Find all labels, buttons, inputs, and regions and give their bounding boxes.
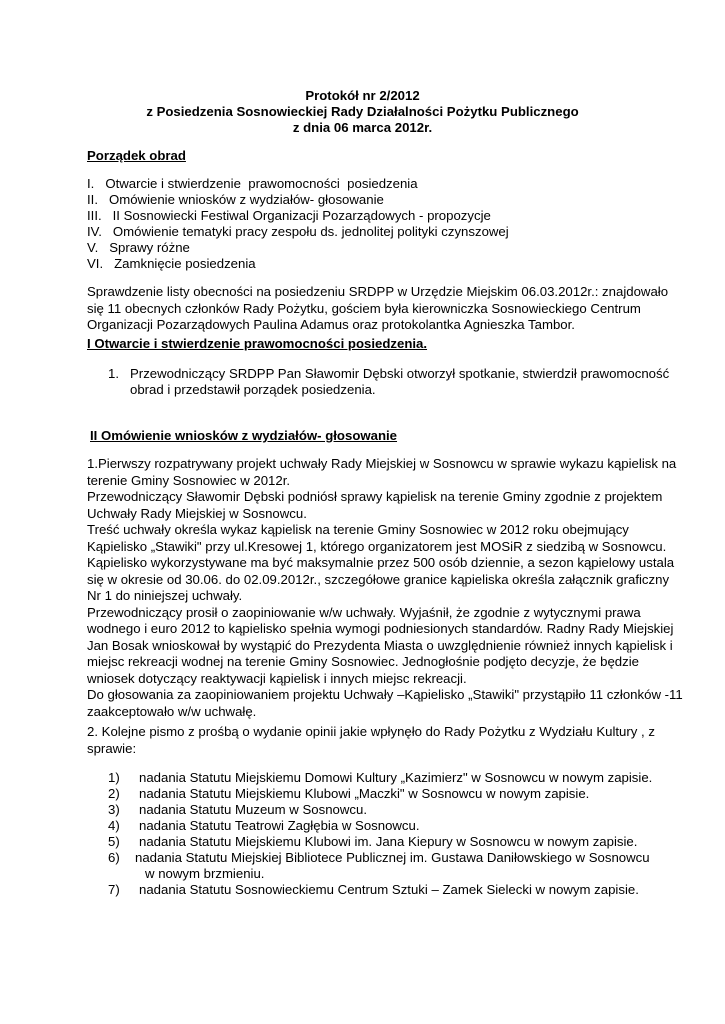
text-line: miejsc rekreacji wodnej na terenie Gminy Sosnowiec. Jednogłośnie podjęto decyzje, że będzie [87,654,639,669]
section1-item-line: Przewodniczący SRDPP Pan Sławomir Dębski otworzył spotkanie, stwierdził prawomocność [130,366,670,381]
text-line: Kąpielisko wykorzystywane ma być maksymalnie przez 500 osób dziennie, a sezon kąpielowy ustala [87,555,675,570]
protocol-subtitle: z Posiedzenia Sosnowieckiej Rady Działalności Pożytku Publicznego [146,104,579,119]
text-line: się 11 obecnych członków Rady Pożytku, gościem była kierowniczka Sosnowieckiego Centrum [87,300,641,316]
list-item-text: nadania Statutu Miejskiemu Klubowi im. Jana Kiepury w Sosnowcu w nowym zapisie. [139,834,638,849]
section1-item-number: 1. [108,366,119,381]
text-line: Kąpielisko „Stawiki" przy ul.Kresowej 1, którego organizatorem jest MOSiR z siedzibą w Sosnowcu. [87,538,667,554]
text-line: sprawie: [87,740,137,756]
list-item-number: 1) [108,770,120,785]
text-line: wniosek dotyczący reaktywacji kąpielisk i innych miejsc rekreacji. [87,670,467,686]
text-line: Przewodniczący Sławomir Dębski podniósł sprawy kąpielisk na terenie Gminy zgodnie z projektem [87,489,663,504]
list-item-text: nadania Statutu Muzeum w Sosnowcu. [139,802,367,817]
section2-paragraph1 [87,456,683,720]
text-line: Przewodniczący prosił o zaopiniowanie w/w uchwały. Wyjaśnił, że zgodnie z wytycznymi prawa [87,604,641,620]
text-line: wodnego i euro 2012 to kąpielisko spełnia wymogi podniesionych standardów. Radny Rady Miejskiej [87,621,674,636]
list-item-number: 2) [108,786,120,801]
agenda-item: I. Otwarcie i stwierdzenie prawomocności posiedzenia [87,176,418,191]
list-item-text: nadania Statutu Miejskiej Bibliotece Publicznej im. Gustawa Daniłowskiego w Sosnowcu [135,850,650,865]
section1-item-line: obrad i przedstawił porządek posiedzenia. [130,382,376,397]
text-line: się w okresie od 30.06. do 02.09.2012r., szczegółowe granice kąpieliska określa załącznik graficzny [87,571,670,587]
list-item-number: 4) [108,818,120,833]
agenda-item: IV. Omówienie tematyki pracy zespołu ds. jednolitej polityki czynszowej [87,224,509,239]
text-line: Sprawdzenie listy obecności na posiedzeniu SRDPP w Urzędzie Miejskim 06.03.2012r.: znajdowało [87,284,669,299]
list-item-number: 7) [108,882,120,897]
attendance-paragraph [87,284,669,334]
text-line: Jan Bosak wnioskował by wystąpić do Prezydenta Miasta o uwzględnienie również innych kąpielisk i [87,637,673,653]
agenda-item: III. II Sosnowiecki Festiwal Organizacji Pozarządowych - propozycje [87,208,491,223]
protocol-title: Protokół nr 2/2012 [305,88,420,103]
text-line: Treść uchwały określa wykaz kąpielisk na terenie Gminy Sosnowiec w 2012 roku obejmujący [87,522,629,537]
section1-heading: I Otwarcie i stwierdzenie prawomocności posiedzenia. [87,336,428,351]
list-item-number: 5) [108,834,120,849]
agenda-item: VI. Zamknięcie posiedzenia [87,256,256,271]
list-item-text: nadania Statutu Sosnowieckiemu Centrum Sztuki – Zamek Sielecki w nowym zapisie. [139,882,639,897]
list-item-text: nadania Statutu Miejskiemu Domowi Kultury „Kazimierz" w Sosnowcu w nowym zapisie. [139,770,653,785]
agenda-heading: Porządek obrad [87,148,186,163]
text-line: Uchwały Rady Miejskiej w Sosnowcu. [87,505,307,521]
section2-paragraph2 [87,724,655,757]
text-line: 2. Kolejne pismo z prośbą o wydanie opinii jakie wpłynęło do Rady Pożytku z Wydziału Kultury , z [87,724,655,739]
list-item-text: w nowym brzmieniu. [145,866,265,881]
text-line: Do głosowania za zaopiniowaniem projektu Uchwały –Kąpielisko „Stawiki" przystąpiło 11 członków -11 [87,687,683,702]
protocol-date: z dnia 06 marca 2012r. [292,120,433,135]
text-line: zaakceptowało w/w uchwałę. [87,703,257,719]
list-item-text: nadania Statutu Teatrowi Zagłębia w Sosnowcu. [139,818,420,833]
section2-heading: II Omówienie wniosków z wydziałów- głosowanie [90,428,398,443]
text-line: Nr 1 do niniejszej uchwały. [87,588,243,603]
text-line: 1.Pierwszy rozpatrywany projekt uchwały Rady Miejskiej w Sosnowcu w sprawie wykazu kąpielisk na [87,456,677,471]
list-item-number: 3) [108,802,120,817]
agenda-item: V. Sprawy różne [87,240,190,255]
text-line: Organizacji Pozarządowych Paulina Adamus oraz protokolantka Agnieszka Tambor. [87,317,575,332]
list-item-number: 6) [108,850,120,865]
agenda-item: II. Omówienie wniosków z wydziałów- głosowanie [87,192,384,207]
text-line: terenie Gminy Sosnowiec w 2012r. [87,472,291,488]
list-item-text: nadania Statutu Miejskiemu Klubowi „Maczki" w Sosnowcu w nowym zapisie. [139,786,590,801]
